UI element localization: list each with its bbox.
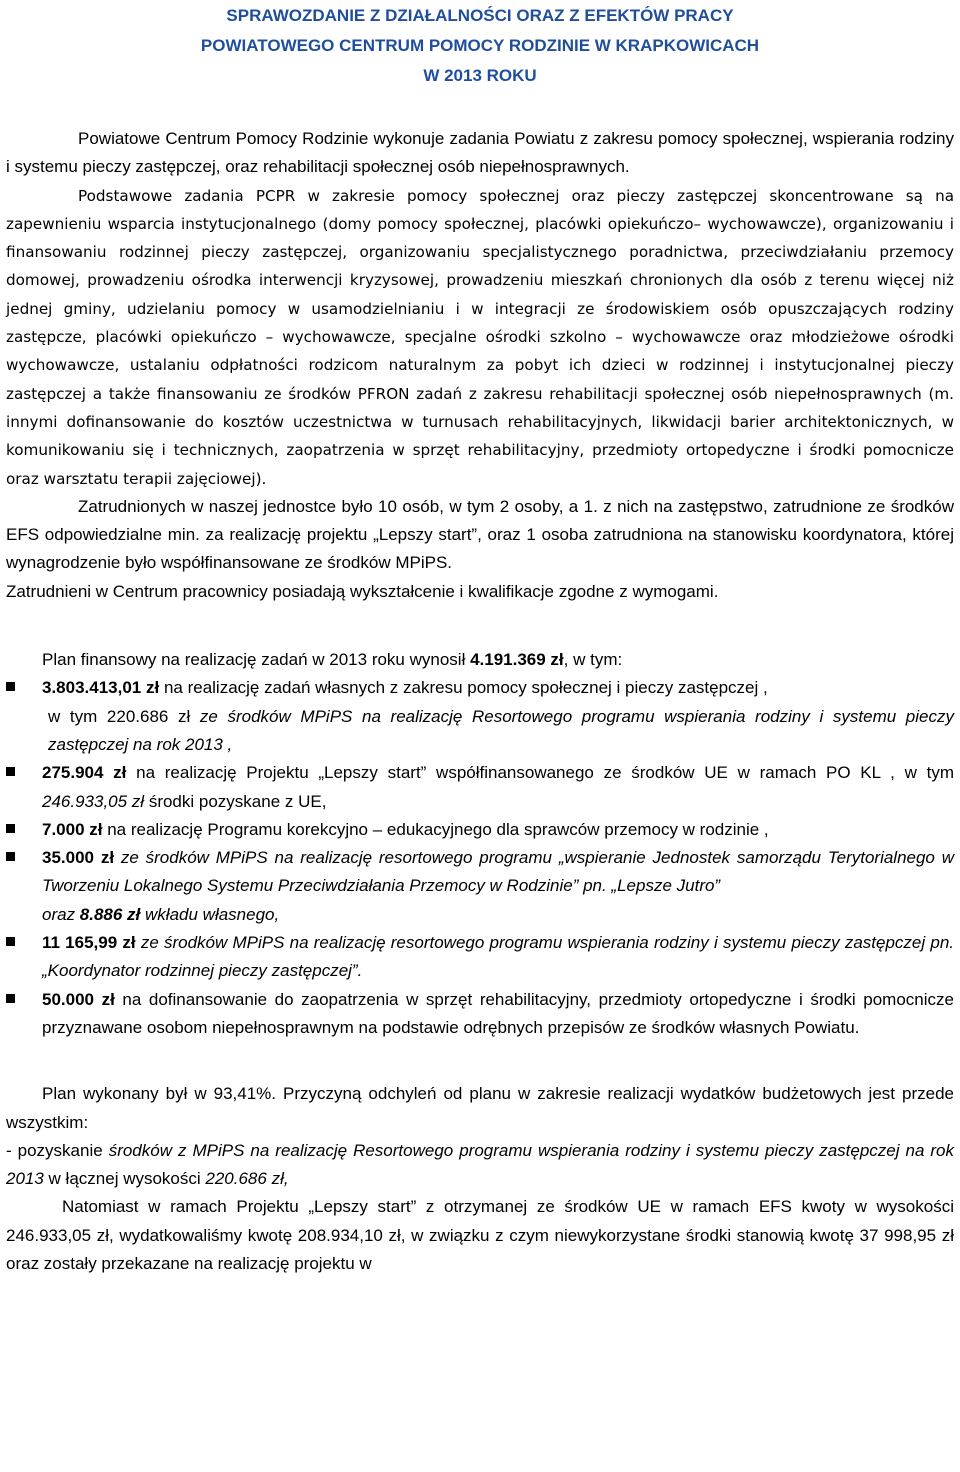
project-paragraph: Natomiast w ramach Projektu „Lepszy start” z otrzymanej ze środków UE w ramach EFS kwoty w wysokości 246.933,05 zł, wydatkowaliśmy kwotę 208.934,10 zł, w związku z czym niewykorzystane środki stanowią kwotę 37 998,95 zł oraz zostały przekazane na realizację projektu w xyxy=(6,1197,954,1273)
plan-items-list xyxy=(6,674,954,1042)
intro-paragraph: Powiatowe Centrum Pomocy Rodzinie wykonuje zadania Powiatu z zakresu pomocy społecznej, wspierania rodziny i systemu pieczy zastępczej, oraz rehabilitacji społecznej osób niepełnosprawnych. xyxy=(6,129,954,177)
bullet-square-icon xyxy=(6,852,15,861)
plan-total: 4.191.369 zł xyxy=(470,650,564,670)
bullet-square-icon xyxy=(6,994,15,1003)
bullet-square-icon xyxy=(6,824,15,833)
list-item: 3.803.413,01 zł na realizację zadań własnych z zakresu pomocy społecznej i pieczy zastępczej , w tym 220.686 zł ze środków MPiPS na realizację Resortowego programu wspierania rodziny i systemu pieczy zastępczej na rok 2013 , xyxy=(6,674,954,759)
title-line-3: W 2013 ROKU xyxy=(423,66,537,85)
bullet-square-icon xyxy=(6,682,15,691)
plan-intro-tail: , w tym: xyxy=(563,650,623,670)
report-title xyxy=(6,1,954,91)
title-line-2: POWIATOWEGO CENTRUM POMOCY RODZINIE W KRAPKOWICACH xyxy=(200,36,760,55)
bullet-square-icon xyxy=(6,767,15,776)
plan-summary xyxy=(6,646,954,674)
bullet-square-icon xyxy=(6,937,15,946)
document-page xyxy=(6,0,954,1278)
reason-paragraph: - pozyskanie środków z MPiPS na realizację Resortowego programu wspierania rodziny i systemu pieczy zastępczej na rok 2013 w łącznej wysokości 220.686 zł, xyxy=(6,1140,954,1189)
title-line-1: SPRAWOZDANIE Z DZIAŁALNOŚCI ORAZ Z EFEKTÓW PRACY xyxy=(226,6,734,25)
list-item: 50.000 zł na dofinansowanie do zaopatrzenia w sprzęt rehabilitacyjny, przedmioty ortopedyczne i środki pomocnicze przyznawane osobom niepełnosprawnym na podstawie odrębnych przepisów ze środków własnych Powiatu. xyxy=(6,986,954,1043)
plan-intro: Plan finansowy na realizację zadań w 2013 roku wynosił xyxy=(42,650,471,670)
tasks-paragraph: Podstawowe zadania PCPR w zakresie pomocy społecznej oraz pieczy zastępczej skoncentrowane są na zapewnieniu wsparcia instytucjonalnego (domy pomocy społecznej, placówki opiekuńczo– wychowawcze), organizowaniu i finansowaniu rodzinnej pieczy zastępczej, organizowaniu specjalistycznego poradnictwa, przeciwdziałaniu przemocy domowej, prowadzeniu ośrodka interwencji kryzysowej, prowadzeniu mieszkań chronionych dla osób z terenu więcej niż jednej gminy, udzielaniu pomocy w usamodzielnianiu i w integracji ze środowiskiem osób opuszczających rodziny zastępcze, placówki opiekuńczo – wychowawcze, specjalne ośrodki szkolno – wychowawcze oraz młodzieżowe ośrodki wychowawcze, ustalaniu odpłatności rodzicom naturalnym za pobyt ich dzieci w rodzinnej i instytucjonalnej pieczy zastępczej a także finansowaniu ze środków PFRON zadań z zakresu rehabilitacji społecznej osób niepełnosprawnych (m. innymi dofinansowanie do kosztów uczestnictwa w turnusach rehabilitacyjnych, likwidacji barier architektonicznych, w komunikowaniu się i technicznych, zaopatrzenia w sprzęt rehabilitacyjny, przedmioty ortopedyczne i środki pomocnicze oraz warsztatu terapii zajęciowej). xyxy=(6,186,954,488)
list-item: 275.904 zł na realizację Projektu „Lepszy start” współfinansowanego ze środków UE w ramach PO KL , w tym 246.933,05 zł środki pozyskane z UE, xyxy=(6,759,954,816)
employment-paragraph: Zatrudnionych w naszej jednostce było 10 osób, w tym 2 osoby, a 1. z nich na zastępstwo, zatrudnione ze środków EFS odpowiedzialne min. za realizację projektu „Lepszy start”, oraz 1 osoba zatrudniona na stanowisku koordynatora, której wynagrodzenie było współfinansowane ze środków MPiPS. xyxy=(6,496,954,573)
qualifications-paragraph: Zatrudnieni w Centrum pracownicy posiadają wykształcenie i kwalifikacje zgodne z wymogami. xyxy=(6,581,719,601)
execution-paragraph: Plan wykonany był w 93,41%. Przyczyną odchyleń od planu w zakresie realizacji wydatków budżetowych jest przede wszystkim: xyxy=(6,1084,954,1132)
list-item: 7.000 zł na realizację Programu korekcyjno – edukacyjnego dla sprawców przemocy w rodzinie , xyxy=(6,816,954,844)
list-item: 11 165,99 zł ze środków MPiPS na realizację resortowego programu wspierania rodziny i systemu pieczy zastępczej pn. „Koordynator rodzinnej pieczy zastępczej”. xyxy=(6,929,954,986)
list-item: 35.000 zł ze środków MPiPS na realizację resortowego programu „wspieranie Jednostek samorządu Terytorialnego w Tworzeniu Lokalnego Systemu Przeciwdziałania Przemocy w Rodzinie” pn. „Lepsze Jutro” oraz 8.886 zł wkładu własnego, xyxy=(6,844,954,929)
